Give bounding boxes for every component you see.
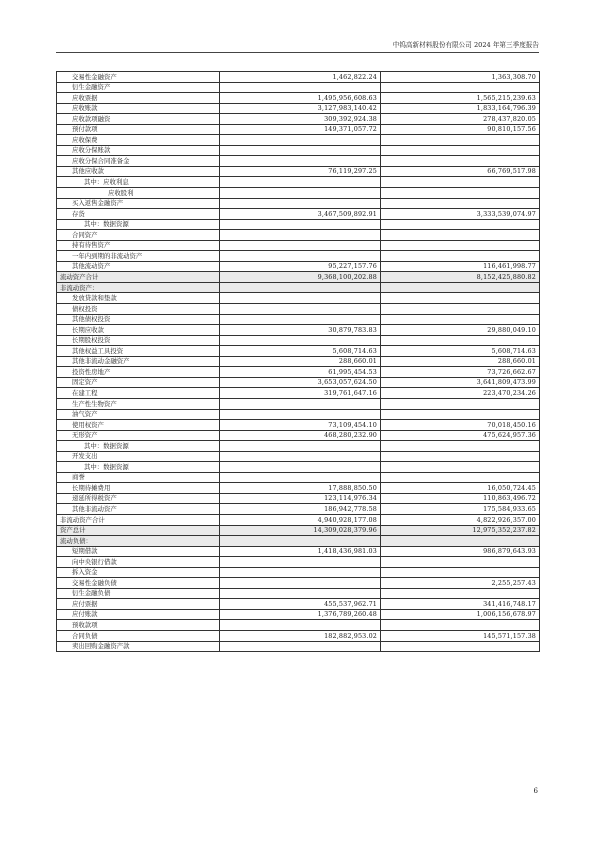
table-row xyxy=(57,420,540,431)
row-label: 在建工程 xyxy=(57,388,220,399)
current-period-value xyxy=(220,198,381,209)
row-label: 商誉 xyxy=(57,472,220,483)
table-row xyxy=(57,198,540,209)
row-label: 存货 xyxy=(57,209,220,220)
prior-period-value xyxy=(381,314,540,325)
prior-period-value: 1,363,308.70 xyxy=(381,72,540,83)
prior-period-value: 66,769,517.98 xyxy=(381,166,540,177)
table-row xyxy=(57,156,540,167)
row-label: 预收款项 xyxy=(57,620,220,631)
row-label: 一年内到期的非流动资产 xyxy=(57,251,220,262)
table-row xyxy=(57,93,540,104)
table-row xyxy=(57,430,540,441)
table-row xyxy=(57,124,540,135)
prior-period-value xyxy=(381,145,540,156)
prior-period-value xyxy=(381,177,540,188)
current-period-value: 123,114,976.34 xyxy=(220,493,381,504)
current-period-value: 3,127,983,140.42 xyxy=(220,103,381,114)
balance-sheet-table xyxy=(56,71,540,652)
table-row xyxy=(57,536,540,547)
row-label: 其中：数据资源 xyxy=(57,441,220,452)
current-period-value: 288,660.01 xyxy=(220,356,381,367)
row-label: 长期股权投资 xyxy=(57,335,220,346)
row-label: 应付票据 xyxy=(57,599,220,610)
row-label: 交易性金融资产 xyxy=(57,72,220,83)
table-row xyxy=(57,103,540,114)
row-label: 生产性生物资产 xyxy=(57,398,220,409)
current-period-value xyxy=(220,177,381,188)
current-period-value xyxy=(220,240,381,251)
table-row xyxy=(57,209,540,220)
table-row xyxy=(57,441,540,452)
row-label: 其他非流动金融资产 xyxy=(57,356,220,367)
current-period-value: 9,368,100,202.88 xyxy=(220,272,381,283)
prior-period-value xyxy=(381,156,540,167)
table-row xyxy=(57,272,540,283)
row-label: 长期待摊费用 xyxy=(57,483,220,494)
table-row xyxy=(57,282,540,293)
row-label: 发放贷款和垫款 xyxy=(57,293,220,304)
current-period-value: 3,653,057,624.50 xyxy=(220,377,381,388)
prior-period-value: 145,571,157.38 xyxy=(381,630,540,641)
prior-period-value: 90,810,157.56 xyxy=(381,124,540,135)
page-number: 6 xyxy=(533,787,538,795)
prior-period-value: 341,416,748.17 xyxy=(381,599,540,610)
current-period-value: 73,109,454.10 xyxy=(220,420,381,431)
current-period-value: 76,119,297.25 xyxy=(220,166,381,177)
row-label: 交易性金融负债 xyxy=(57,578,220,589)
current-period-value xyxy=(220,230,381,241)
table-row xyxy=(57,145,540,156)
prior-period-value: 986,879,643.93 xyxy=(381,546,540,557)
current-period-value: 61,995,454.53 xyxy=(220,367,381,378)
prior-period-value xyxy=(381,82,540,93)
row-label: 无形资产 xyxy=(57,430,220,441)
table-row xyxy=(57,588,540,599)
row-label: 其他债权投资 xyxy=(57,314,220,325)
prior-period-value: 4,822,926,357.00 xyxy=(381,514,540,525)
current-period-value: 5,608,714.63 xyxy=(220,346,381,357)
current-period-value xyxy=(220,578,381,589)
row-label: 其他应收款 xyxy=(57,166,220,177)
prior-period-value: 278,437,820.05 xyxy=(381,114,540,125)
current-period-value xyxy=(220,293,381,304)
table-row xyxy=(57,325,540,336)
current-period-value: 309,392,924.38 xyxy=(220,114,381,125)
current-period-value xyxy=(220,304,381,315)
current-period-value xyxy=(220,409,381,420)
row-label: 流动资产合计 xyxy=(57,272,220,283)
current-period-value: 468,280,232.90 xyxy=(220,430,381,441)
table-row xyxy=(57,546,540,557)
row-label: 长期应收款 xyxy=(57,325,220,336)
table-row xyxy=(57,472,540,483)
prior-period-value: 5,608,714.63 xyxy=(381,346,540,357)
row-label: 其他权益工具投资 xyxy=(57,346,220,357)
table-row xyxy=(57,314,540,325)
table-row xyxy=(57,567,540,578)
prior-period-value xyxy=(381,188,540,199)
current-period-value xyxy=(220,188,381,199)
current-period-value: 149,371,057.72 xyxy=(220,124,381,135)
current-period-value: 4,940,928,177.08 xyxy=(220,514,381,525)
current-period-value: 319,761,647.16 xyxy=(220,388,381,399)
prior-period-value: 29,880,049.10 xyxy=(381,325,540,336)
prior-period-value xyxy=(381,304,540,315)
table-row xyxy=(57,620,540,631)
row-label: 其中：应收利息 xyxy=(57,177,220,188)
row-label: 卖出回购金融资产款 xyxy=(57,641,220,652)
table-row xyxy=(57,398,540,409)
header-rule xyxy=(56,52,539,53)
row-label: 非流动资产： xyxy=(57,282,220,293)
current-period-value xyxy=(220,398,381,409)
table-row xyxy=(57,525,540,536)
table-row xyxy=(57,251,540,262)
prior-period-value xyxy=(381,462,540,473)
prior-period-value xyxy=(381,472,540,483)
row-label: 应收账款 xyxy=(57,103,220,114)
row-label: 应收保费 xyxy=(57,135,220,146)
report-header: 中钨高新材料股份有限公司 2024 年第三季度报告 xyxy=(392,41,539,49)
table-row xyxy=(57,356,540,367)
prior-period-value: 16,050,724.45 xyxy=(381,483,540,494)
current-period-value xyxy=(220,588,381,599)
prior-period-value xyxy=(381,293,540,304)
current-period-value xyxy=(220,536,381,547)
prior-period-value: 1,833,164,796.39 xyxy=(381,103,540,114)
table-row xyxy=(57,462,540,473)
current-period-value xyxy=(220,219,381,230)
row-label: 应收票据 xyxy=(57,93,220,104)
prior-period-value: 288,660.01 xyxy=(381,356,540,367)
current-period-value xyxy=(220,462,381,473)
balance-sheet-body xyxy=(57,72,540,652)
row-label: 递延所得税资产 xyxy=(57,493,220,504)
table-row xyxy=(57,346,540,357)
table-row xyxy=(57,367,540,378)
row-label: 合同负债 xyxy=(57,630,220,641)
current-period-value xyxy=(220,567,381,578)
row-label: 非流动资产合计 xyxy=(57,514,220,525)
prior-period-value xyxy=(381,620,540,631)
current-period-value xyxy=(220,145,381,156)
table-row xyxy=(57,557,540,568)
prior-period-value: 475,624,957.36 xyxy=(381,430,540,441)
prior-period-value: 2,255,257.43 xyxy=(381,578,540,589)
table-row xyxy=(57,304,540,315)
table-row xyxy=(57,504,540,515)
current-period-value xyxy=(220,557,381,568)
prior-period-value: 73,726,662.67 xyxy=(381,367,540,378)
prior-period-value xyxy=(381,641,540,652)
prior-period-value xyxy=(381,557,540,568)
row-label: 拆入资金 xyxy=(57,567,220,578)
row-label: 合同资产 xyxy=(57,230,220,241)
table-row xyxy=(57,599,540,610)
prior-period-value: 175,584,933.65 xyxy=(381,504,540,515)
table-row xyxy=(57,72,540,83)
prior-period-value xyxy=(381,588,540,599)
row-label: 预付款项 xyxy=(57,124,220,135)
prior-period-value xyxy=(381,240,540,251)
current-period-value xyxy=(220,620,381,631)
table-row xyxy=(57,166,540,177)
table-row xyxy=(57,219,540,230)
table-row xyxy=(57,630,540,641)
table-row xyxy=(57,261,540,272)
current-period-value xyxy=(220,314,381,325)
row-label: 短期借款 xyxy=(57,546,220,557)
prior-period-value xyxy=(381,335,540,346)
current-period-value: 1,376,789,260.48 xyxy=(220,609,381,620)
current-period-value xyxy=(220,472,381,483)
row-label: 其他流动资产 xyxy=(57,261,220,272)
table-row xyxy=(57,335,540,346)
prior-period-value: 70,018,450.16 xyxy=(381,420,540,431)
current-period-value xyxy=(220,441,381,452)
prior-period-value xyxy=(381,282,540,293)
row-label: 持有待售资产 xyxy=(57,240,220,251)
current-period-value xyxy=(220,156,381,167)
table-row xyxy=(57,388,540,399)
table-row xyxy=(57,377,540,388)
prior-period-value xyxy=(381,536,540,547)
table-row xyxy=(57,493,540,504)
table-row xyxy=(57,114,540,125)
row-label: 其中：数据资源 xyxy=(57,219,220,230)
table-row xyxy=(57,240,540,251)
row-label: 流动负债： xyxy=(57,536,220,547)
row-label: 买入返售金融资产 xyxy=(57,198,220,209)
prior-period-value: 116,461,998.77 xyxy=(381,261,540,272)
table-row xyxy=(57,641,540,652)
row-label: 应收分保合同准备金 xyxy=(57,156,220,167)
table-row xyxy=(57,514,540,525)
table-row xyxy=(57,409,540,420)
prior-period-value xyxy=(381,398,540,409)
table-row xyxy=(57,177,540,188)
row-label: 债权投资 xyxy=(57,304,220,315)
current-period-value xyxy=(220,451,381,462)
row-label: 其中：数据资源 xyxy=(57,462,220,473)
row-label: 开发支出 xyxy=(57,451,220,462)
row-label: 使用权资产 xyxy=(57,420,220,431)
table-row xyxy=(57,293,540,304)
prior-period-value xyxy=(381,198,540,209)
prior-period-value xyxy=(381,135,540,146)
current-period-value: 186,942,778.58 xyxy=(220,504,381,515)
table-row xyxy=(57,451,540,462)
row-label: 衍生金融负债 xyxy=(57,588,220,599)
prior-period-value xyxy=(381,451,540,462)
table-row xyxy=(57,188,540,199)
prior-period-value xyxy=(381,230,540,241)
current-period-value: 1,462,822.24 xyxy=(220,72,381,83)
row-label: 投资性房地产 xyxy=(57,367,220,378)
row-label: 衍生金融资产 xyxy=(57,82,220,93)
prior-period-value: 1,565,215,239.63 xyxy=(381,93,540,104)
row-label: 应收股利 xyxy=(57,188,220,199)
row-label: 向中央银行借款 xyxy=(57,557,220,568)
row-label: 固定资产 xyxy=(57,377,220,388)
current-period-value: 17,888,850.50 xyxy=(220,483,381,494)
prior-period-value: 3,333,539,074.97 xyxy=(381,209,540,220)
prior-period-value: 12,975,352,237.82 xyxy=(381,525,540,536)
prior-period-value: 110,863,496.72 xyxy=(381,493,540,504)
current-period-value xyxy=(220,641,381,652)
table-row xyxy=(57,609,540,620)
row-label: 应收分保账款 xyxy=(57,145,220,156)
current-period-value: 455,537,962.71 xyxy=(220,599,381,610)
current-period-value xyxy=(220,282,381,293)
current-period-value: 3,467,509,892.91 xyxy=(220,209,381,220)
current-period-value xyxy=(220,82,381,93)
table-row xyxy=(57,483,540,494)
prior-period-value: 8,152,425,880.82 xyxy=(381,272,540,283)
prior-period-value: 223,470,234.26 xyxy=(381,388,540,399)
current-period-value: 1,495,956,608.63 xyxy=(220,93,381,104)
prior-period-value: 3,641,809,473.99 xyxy=(381,377,540,388)
current-period-value: 95,227,157.76 xyxy=(220,261,381,272)
row-label: 资产总计 xyxy=(57,525,220,536)
prior-period-value xyxy=(381,219,540,230)
prior-period-value xyxy=(381,567,540,578)
prior-period-value xyxy=(381,409,540,420)
current-period-value xyxy=(220,135,381,146)
row-label: 应付账款 xyxy=(57,609,220,620)
table-row xyxy=(57,135,540,146)
current-period-value xyxy=(220,251,381,262)
current-period-value: 182,882,953.02 xyxy=(220,630,381,641)
prior-period-value xyxy=(381,441,540,452)
current-period-value: 1,418,436,981.03 xyxy=(220,546,381,557)
prior-period-value xyxy=(381,251,540,262)
table-row xyxy=(57,578,540,589)
current-period-value: 30,879,783.83 xyxy=(220,325,381,336)
row-label: 应收款项融资 xyxy=(57,114,220,125)
row-label: 油气资产 xyxy=(57,409,220,420)
table-row xyxy=(57,82,540,93)
current-period-value xyxy=(220,335,381,346)
prior-period-value: 1,006,156,678.97 xyxy=(381,609,540,620)
current-period-value: 14,309,028,379.96 xyxy=(220,525,381,536)
row-label: 其他非流动资产 xyxy=(57,504,220,515)
table-row xyxy=(57,230,540,241)
